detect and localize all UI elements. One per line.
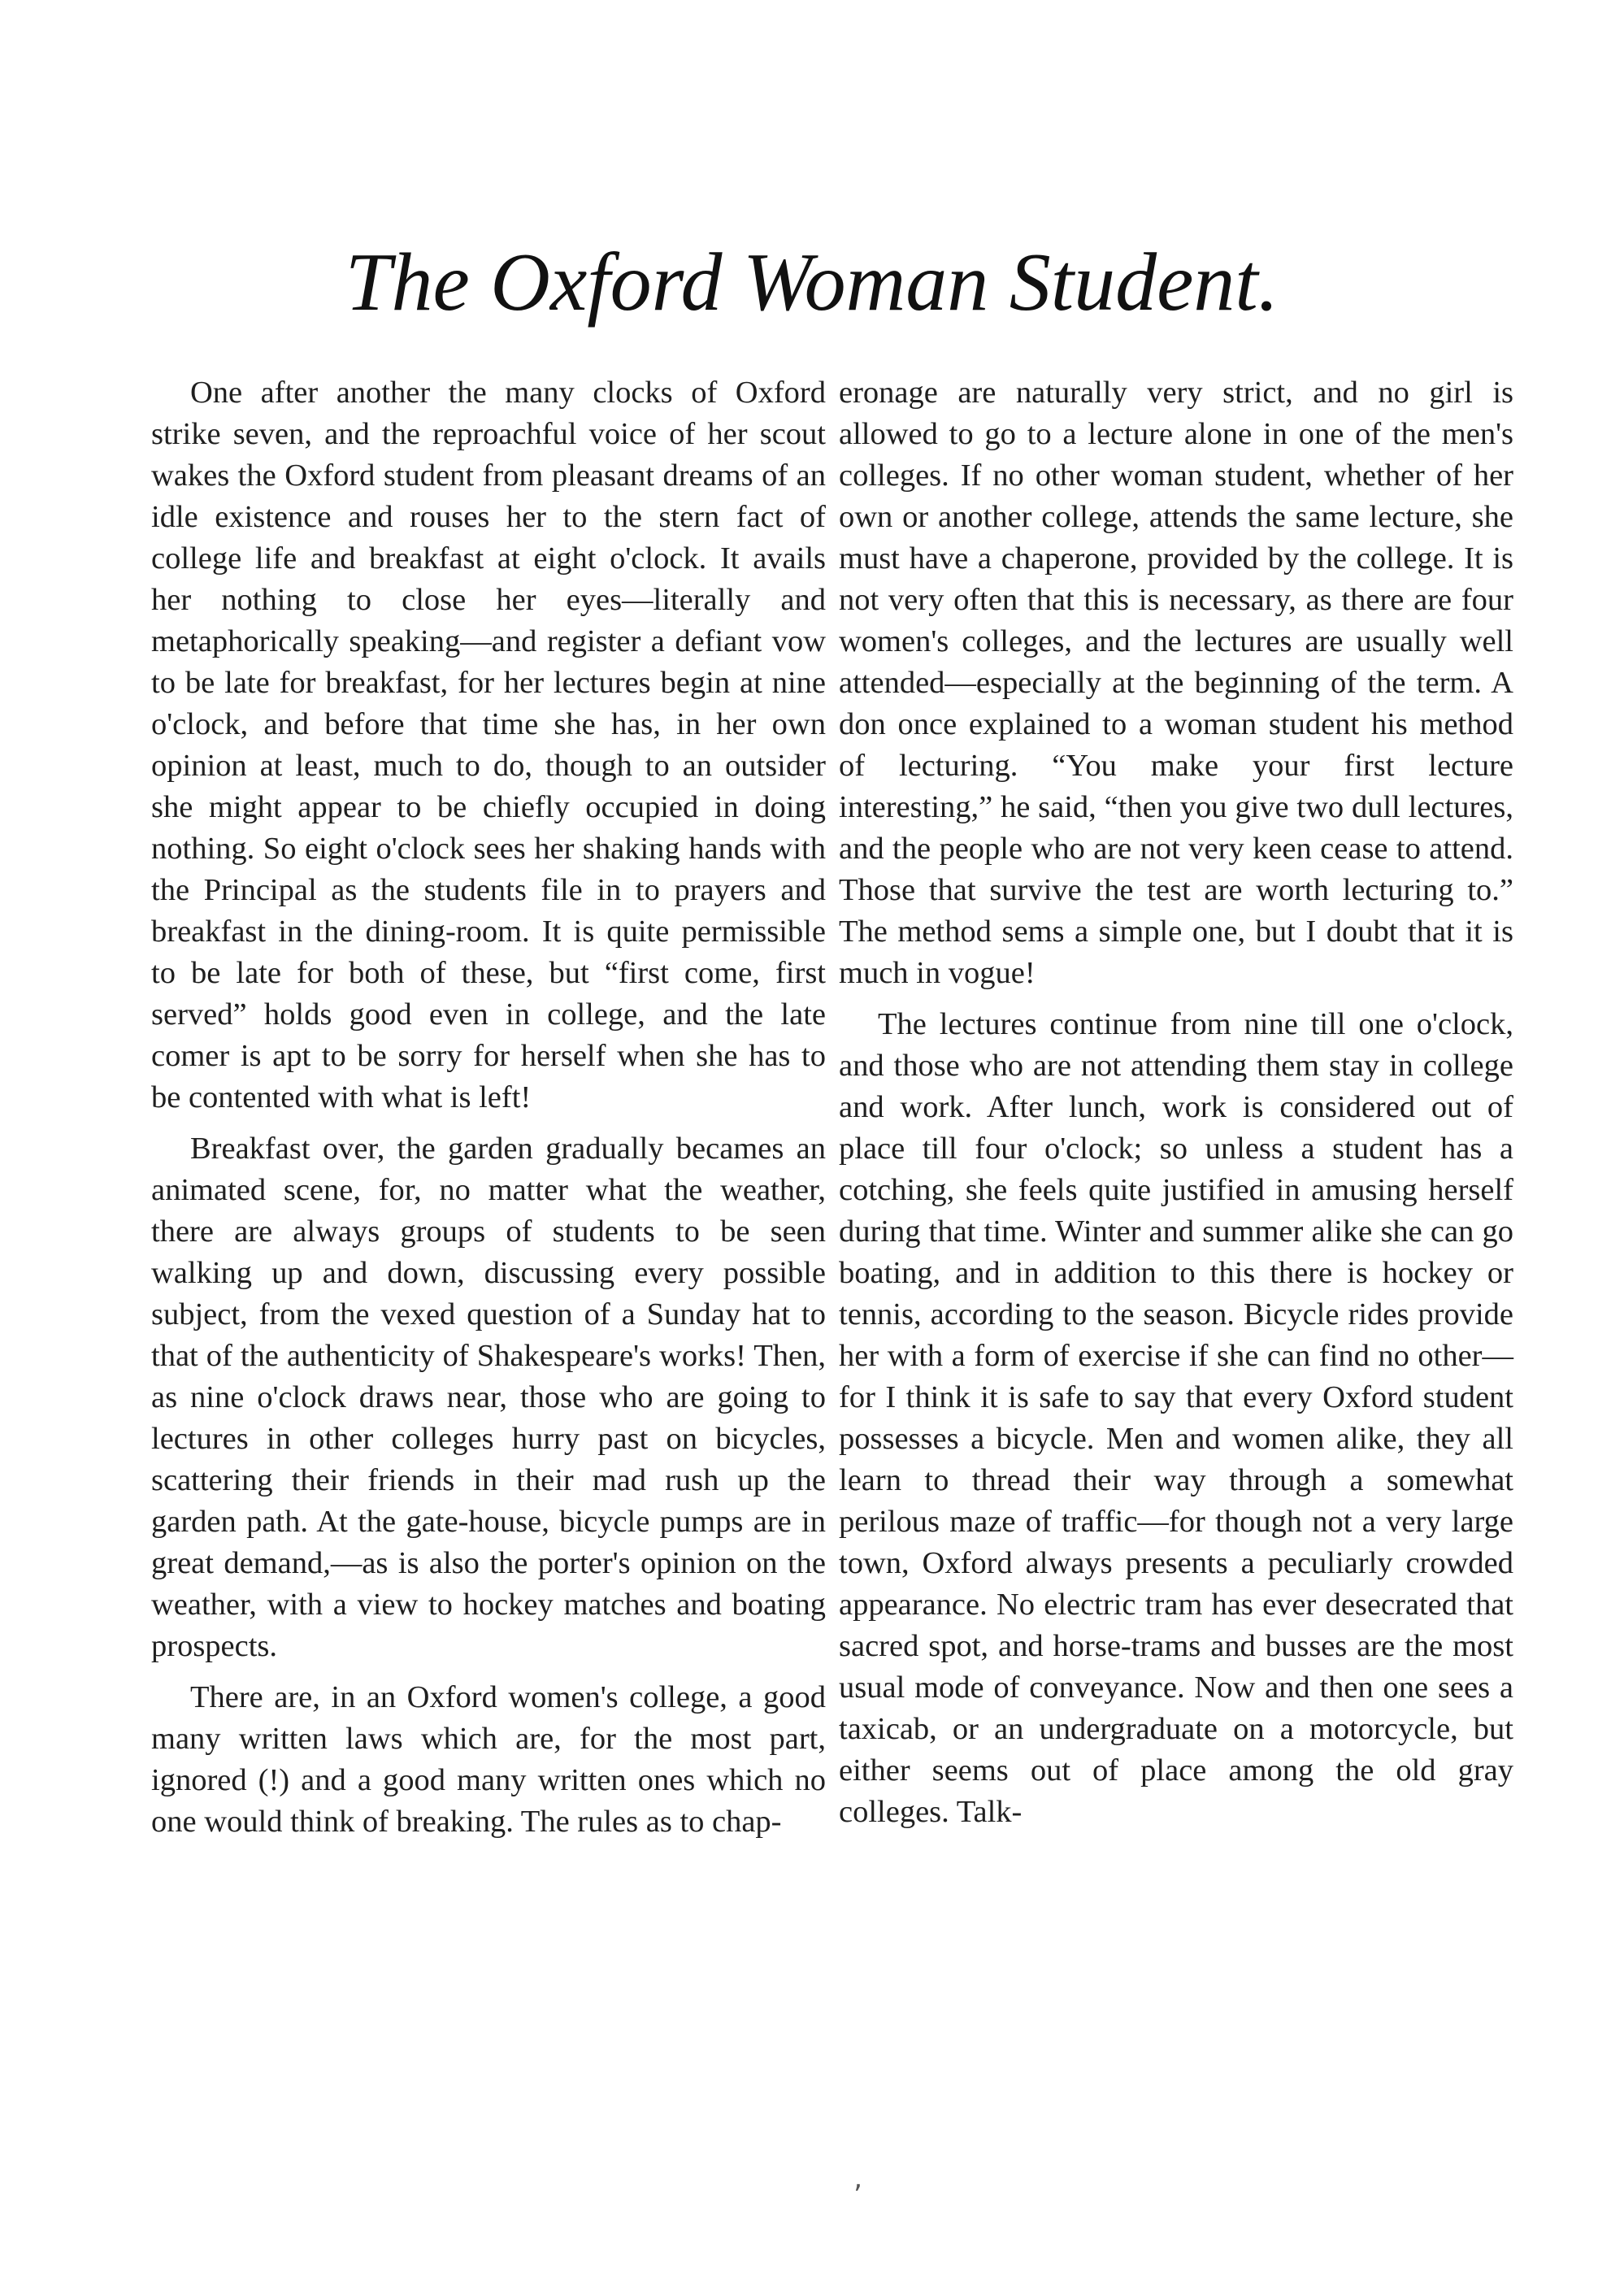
- paragraph: One after another the many clocks of Oxford strike seven, and the reproachful voice of her scout wakes the Oxford student from pleasant dreams of an idle existence and rouses her to the stern fact of college life and breakfast at eight o'clock. It avails her nothing to close her eyes—literally and metaphorically speaking—and register a defiant vow to be late for breakfast, for her lectures begin at nine o'clock, and before that time she has, in her own opinion at least, much to do, though to an outsider she might appear to be chiefly occupied in doing nothing. So eight o'clock sees her shaking hands with the Principal as the students file in to prayers and breakfast in the dining-room. It is quite permissible to be late for both of these, but “first come, first served” holds good even in college, and the late comer is apt to be sorry for herself when she has to be contented with what is left!: [151, 376, 826, 1114]
- stray-ink-mark: ‚: [853, 2162, 862, 2195]
- article-title: The Oxford Woman Student.: [345, 237, 1279, 328]
- paragraph: The lectures continue from nine till one o'clock, and those who are not attending them stay in college and work. After lunch, work is considered out of place till four o'clock; so unless a student has a cotching, she feels quite justified in amusing herself during that time. Winter and summer alike she can go boating, and in addition to this there is hockey or tennis, according to the season. Bicycle rides provide her with a form of exercise if she can find no other—for I think it is safe to say that every Oxford student possesses a bicycle. Men and women alike, they all learn to thread their way through a somewhat perilous maze of traffic—for though not a very large town, Oxford always presents a peculiarly crowded appearance. No electric tram has ever desecrated that sacred spot, and horse-trams and busses are the most usual mode of conveyance. Now and then one sees a taxicab, or an undergraduate on a motorcycle, but either seems out of place among the old gray colleges. Talk-: [839, 1007, 1513, 1829]
- right-column: [839, 372, 1513, 1843]
- paragraph-continued: eronage are naturally very strict, and no girl is allowed to go to a lecture alone in one of the men's colleges. If no other woman student, whether of her own or another college, attends the same lecture, she must have a chaperone, provided by the college. It is not very often that this is necessary, as there are four women's colleges, and the lectures are usually well attended—especially at the beginning of the term. A don once explained to a woman student his method of lecturing. “You make your first lecture interesting,” he said, “then you give two dull lectures, and the people who are not very keen cease to attend. Those that survive the test are worth lecturing to.” The method sems a simple one, but I doubt that it is much in vogue!: [839, 376, 1513, 990]
- paragraph: There are, in an Oxford women's college, a good many written laws which are, for the most part, ignored (!) and a good many written ones which no one would think of breaking. The rules as to chap-: [151, 1680, 826, 1839]
- paragraph: Breakfast over, the garden gradually becames an animated scene, for, no matter what the weather, there are always groups of students to be seen walking up and down, discussing every possible subject, from the vexed question of a Sunday hat to that of the authenticity of Shakespeare's works! Then, as nine o'clock draws near, those who are going to lectures in other colleges hurry past on bicycles, scattering their friends in their mad rush up the garden path. At the gate-house, bicycle pumps are in great demand,—as is also the porter's opinion on the weather, with a view to hockey matches and boating prospects.: [151, 1132, 826, 1663]
- left-column: [151, 372, 826, 1853]
